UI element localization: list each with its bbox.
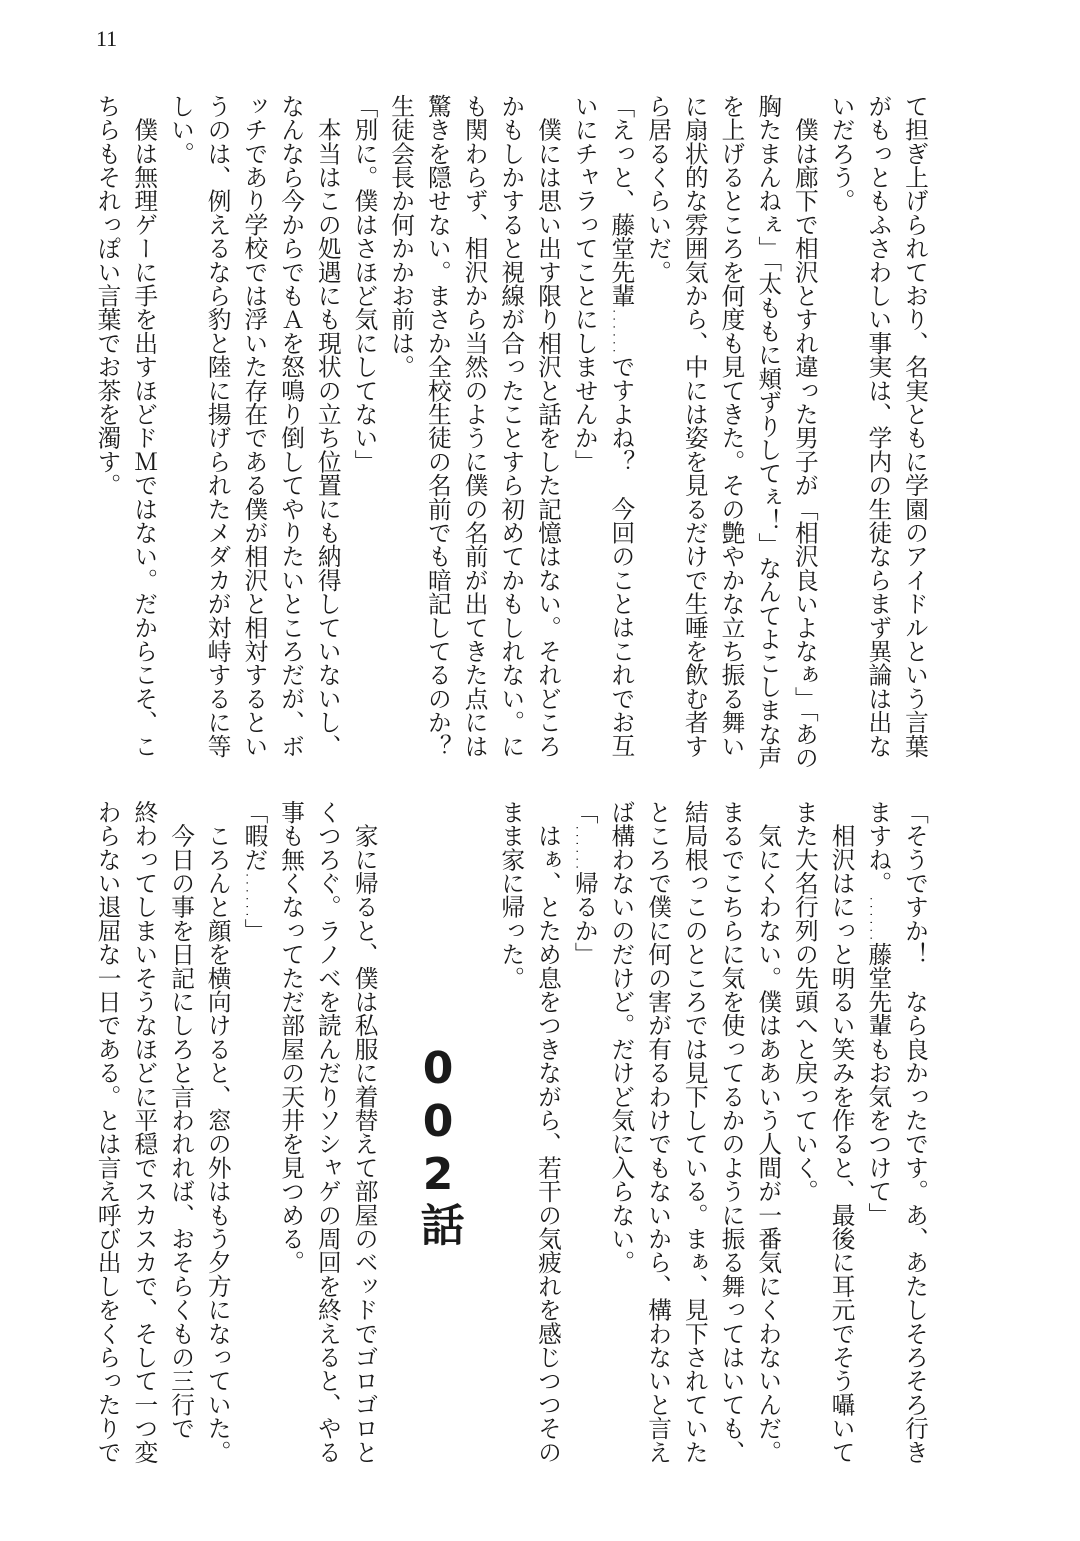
text-column: ますね。……藤堂先輩もお気をつけて」 [864,800,893,1227]
upper-text-block [89,94,933,784]
text-column: 僕は無理ゲーに手を出すほどドＭではない。だからこそ、こ [130,94,159,758]
text-column: まるでこちらに気を使ってるかのように振る舞ってはいても、 [717,800,746,1464]
text-column: うのは、例えるなら豹と陸に揚げられたメダカが対峙するに等 [203,94,232,758]
text-column: て担ぎ上げられており、名実ともに学園のアイドルという言葉 [901,94,929,758]
text-column: がもっともふさわしい事実は、学内の生徒ならまず異論は出な [864,94,893,758]
chapter-heading [383,800,493,1490]
text-column: また大名行列の先頭へと戻っていく。 [790,800,819,1203]
text-column: ば構わないのだけど。だけど気に入らない。 [607,800,636,1274]
text-column: わらない退屈な一日である。とは言え呼び出しをくらったりで [93,800,122,1464]
text-column: 僕は廊下で相沢とすれ違った男子が「相沢良いよなぁ」「あの [790,94,819,770]
text-column: ところで僕に何の害が有るわけでもないから、構わないと言え [644,800,673,1464]
page-number: 11 [96,26,118,51]
text-column: 僕には思い出す限り相沢と話をした記憶はない。それどころ [533,94,562,758]
text-column: 「別に。僕はさほど気にしてない」 [350,94,379,474]
text-column: 終わってしまいそうなほどに平穏でスカスカで、そして一つ変 [130,800,159,1464]
text-column: も関わらず、相沢から当然のように僕の名前が出てきた点には [460,94,489,758]
text-column: かもしかすると視線が合ったことすら初めてかもしれない。に [497,94,526,758]
text-column: を上げるところを何度も見てきた。その艶やかな立ち振る舞い [717,94,746,758]
text-column: 家に帰ると、僕は私服に着替えて部屋のベッドでゴロゴロと [350,800,379,1464]
text-column: はぁ、とため息をつきながら、若干の気疲れを感じつつその [533,800,562,1464]
text-column: ッチであり学校では浮いた存在である僕が相沢と相対するとい [240,94,269,758]
text-column: 胸たまんねぇ」「太ももに頬ずりしてぇ！」なんてよこしまな声 [754,94,783,770]
text-column: くつろぐ。ラノベを読んだりソシャゲの周回を終えると、やる [313,800,342,1464]
text-column: いにチャラってことにしませんか」 [570,94,599,474]
text-column: まま家に帰った。 [497,800,526,990]
text-column: 驚きを隠せない。まさか全校生徒の名前でも暗記してるのか？ [423,94,452,758]
text-column: ころんと顔を横向けると、窓の外はもう夕方になっていた。 [203,800,232,1464]
text-column: に扇状的な雰囲気から、中には姿を見るだけで生唾を飲む者す [680,94,709,758]
text-column: 結局根っこのところでは見下している。まぁ、見下されていた [680,800,709,1464]
text-column: しい。 [166,94,195,166]
text-column: 「えっと、藤堂先輩……ですよね？ 今回のことはこれでお互 [607,94,636,758]
text-column: 今日の事を日記にしろと言われれば、おそらくもの三行で [167,800,196,1440]
text-column: 本当はこの処遇にも現状の立ち位置にも納得していないし、 [313,94,342,758]
lower-text-block [89,800,933,1490]
text-column: 「そうですか！ なら良かったです。あ、あたしそろそろ行き [901,800,929,1464]
text-column: 「……帰るか」 [570,800,599,966]
text-column: 気にくわない。僕はああいう人間が一番気にくわないんだ。 [754,800,783,1464]
text-column: 生徒会長か何かかお前は。 [387,94,416,379]
text-column: ちらもそれっぽい言葉でお茶を濁す。 [93,94,122,497]
text-column: 事も無くなってただ部屋の天井を見つめる。 [277,800,306,1274]
text-column: いだろう。 [827,94,856,213]
text-column: 「暇だ……」 [240,800,269,943]
text-column: 相沢はにっと明るい笑みを作ると、最後に耳元でそう囁いて [827,800,856,1464]
chapter-heading-text: 002話 [412,1042,464,1248]
text-column: なんなら今からでもＡを怒鳴り倒してやりたいところだが、ボ [277,94,306,758]
text-column: ら居るくらいだ。 [644,94,673,284]
